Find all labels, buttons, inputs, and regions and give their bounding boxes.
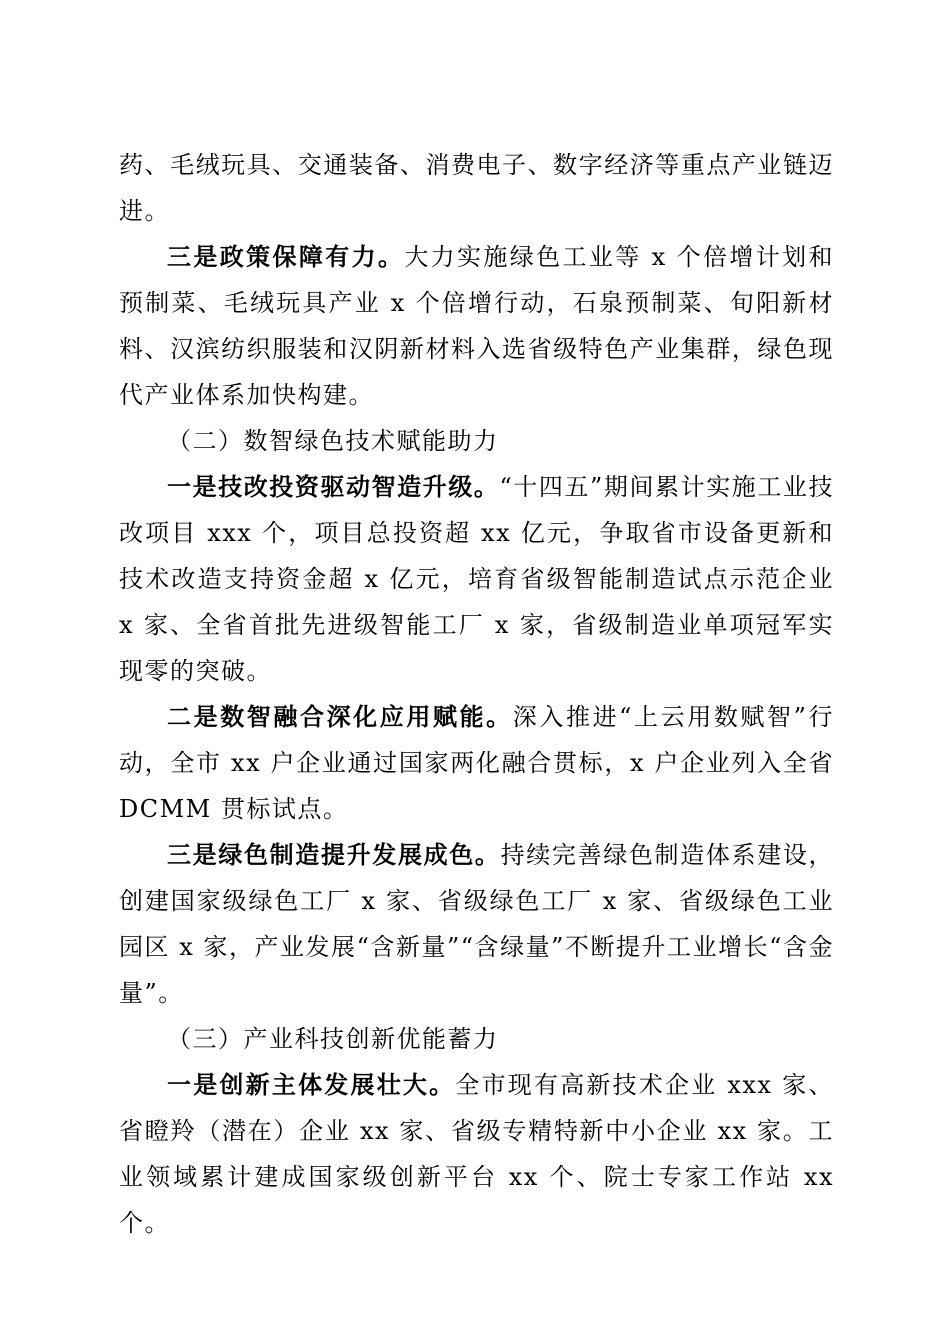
paragraph-text: 深入推进“上云用数赋智”行动，全市 xx 户企业通过国家两化融合贯标，x 户企业列入全省 DCMM 贯标试点。 <box>119 703 834 823</box>
paragraph-innovation-entities <box>119 1062 834 1246</box>
paragraph-digital-integration <box>119 694 834 832</box>
paragraph-text: 大力实施绿色工业等 x 个倍增计划和预制菜、毛绒玩具产业 x 个倍增行动，石泉预制菜、旬阳新材料、汉滨纺织服装和汉阴新材料入选省级特色产业集群，绿色现代产业体系加快构建。 <box>119 243 834 409</box>
paragraph-continuation <box>119 142 834 234</box>
paragraph-lead: 三是绿色制造提升发展成色。 <box>167 840 501 869</box>
paragraph-text: 全市现有高新技术企业 xxx 家、省瞪羚（潜在）企业 xx 家、省级专精特新中小企业 xx 家。工业领域累计建成国家级创新平台 xx 个、院士专家工作站 xx 个。 <box>119 1071 834 1237</box>
paragraph-text: 药、毛绒玩具、交通装备、消费电子、数字经济等重点产业链迈进。 <box>119 151 834 225</box>
paragraph-green-manufacturing <box>119 832 834 1016</box>
paragraph-lead: 二是数智融合深化应用赋能。 <box>167 702 513 731</box>
paragraph-tech-investment <box>119 464 834 694</box>
section-heading-text: （二）数智绿色技术赋能助力 <box>167 427 499 455</box>
section-heading-3 <box>119 1016 834 1062</box>
paragraph-text: 持续完善绿色制造体系建设，创建国家级绿色工厂 x 家、省级绿色工厂 x 家、省级绿色工业园区 x 家，产业发展“含新量”“含绿量”不断提升工业增长“含金量”。 <box>119 841 835 1007</box>
paragraph-text: “十四五”期间累计实施工业技改项目 xxx 个，项目总投资超 xx 亿元，争取省市设备更新和技术改造支持资金超 x 亿元，培育省级智能制造试点示范企业 x 家、全省首批先进级智能工厂 x 家，省级制造业单项冠军实现零的突破。 <box>119 473 834 685</box>
paragraph-lead: 一是技改投资驱动智造升级。 <box>167 472 500 501</box>
section-heading-text: （三）产业科技创新优能蓄力 <box>167 1025 499 1053</box>
paragraph-lead: 一是创新主体发展壮大。 <box>167 1070 456 1099</box>
section-heading-2 <box>119 418 834 464</box>
document-body <box>119 142 834 1246</box>
paragraph-policy-support <box>119 234 834 418</box>
paragraph-lead: 三是政策保障有力。 <box>167 242 405 271</box>
